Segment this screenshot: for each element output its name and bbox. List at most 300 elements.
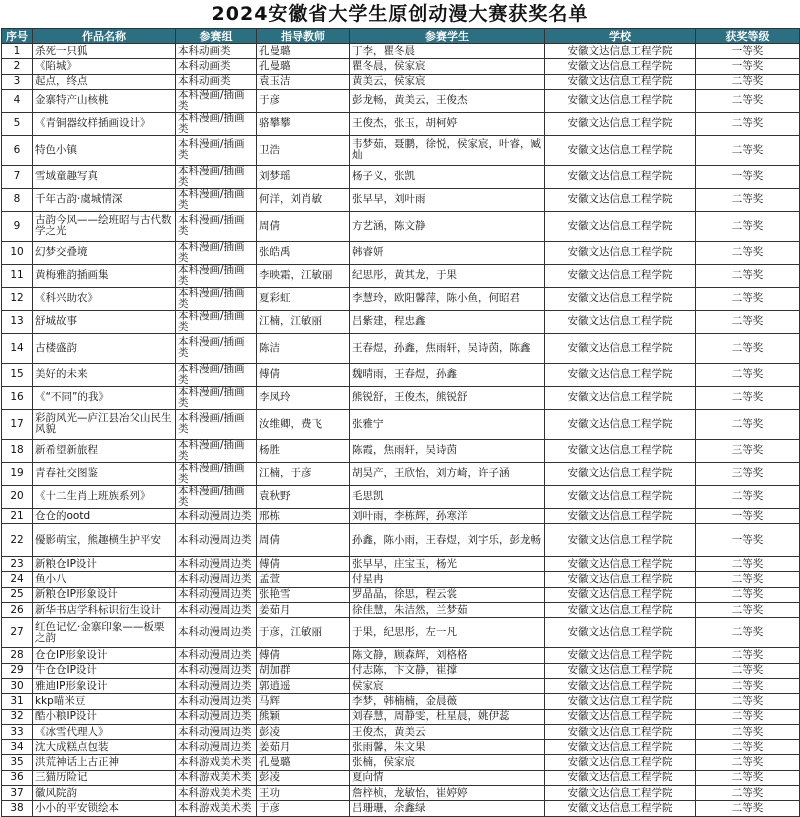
row-number: 21 xyxy=(2,508,33,523)
school-name: 安徽文达信息工程学院 xyxy=(545,648,696,663)
school-name: 安徽文达信息工程学院 xyxy=(545,264,696,287)
table-row xyxy=(2,409,800,439)
advisor-teacher: 于彦 xyxy=(257,89,350,112)
school-name: 安徽文达信息工程学院 xyxy=(545,770,696,785)
work-title: 《陷城》 xyxy=(33,59,176,74)
work-title: 鱼小八 xyxy=(33,572,176,587)
table-row xyxy=(2,462,800,485)
work-title: 仓仓IP形象设计 xyxy=(33,648,176,663)
school-name: 安徽文达信息工程学院 xyxy=(545,112,696,135)
table-row xyxy=(2,572,800,587)
row-number: 16 xyxy=(2,386,33,409)
student-names: 侯家宸 xyxy=(350,678,545,693)
student-names: 张早早，刘叶雨 xyxy=(350,188,545,211)
table-row xyxy=(2,112,800,135)
row-number: 4 xyxy=(2,89,33,112)
school-name: 安徽文达信息工程学院 xyxy=(545,524,696,557)
student-names: 魏晴雨，王春煜，孙鑫 xyxy=(350,363,545,386)
student-names: 王俊杰，张玉，胡柯婷 xyxy=(350,112,545,135)
row-number: 24 xyxy=(2,572,33,587)
table-row xyxy=(2,310,800,333)
table-row xyxy=(2,439,800,462)
school-name: 安徽文达信息工程学院 xyxy=(545,89,696,112)
student-names: 方艺涵，陈文静 xyxy=(350,211,545,241)
work-title: 杀死一只狐 xyxy=(33,44,176,59)
advisor-teacher: 李凤玲 xyxy=(257,386,350,409)
advisor-teacher: 李映霜，江敏丽 xyxy=(257,264,350,287)
table-row xyxy=(2,44,800,59)
advisor-teacher: 傅倩 xyxy=(257,557,350,572)
table-row xyxy=(2,524,800,557)
work-title: 舒城故事 xyxy=(33,310,176,333)
student-names: 丁李，瞿冬晨 xyxy=(350,44,545,59)
row-number: 13 xyxy=(2,310,33,333)
row-number: 37 xyxy=(2,786,33,801)
entry-group: 本科动漫周边类 xyxy=(176,508,257,523)
table-row xyxy=(2,333,800,363)
entry-group: 本科漫画/插画类 xyxy=(176,462,257,485)
award-level: 二等奖 xyxy=(696,363,800,386)
work-title: 新粮仓IP形象设计 xyxy=(33,587,176,602)
school-name: 安徽文达信息工程学院 xyxy=(545,755,696,770)
advisor-teacher: 于彦 xyxy=(257,801,350,816)
entry-group: 本科漫画/插画类 xyxy=(176,241,257,264)
entry-group: 本科漫画/插画类 xyxy=(176,211,257,241)
advisor-teacher: 孔曼璐 xyxy=(257,59,350,74)
school-name: 安徽文达信息工程学院 xyxy=(545,287,696,310)
school-name: 安徽文达信息工程学院 xyxy=(545,572,696,587)
work-title: 《青铜器纹样插画设计》 xyxy=(33,112,176,135)
advisor-teacher: 傅倩 xyxy=(257,648,350,663)
school-name: 安徽文达信息工程学院 xyxy=(545,44,696,59)
row-number: 1 xyxy=(2,44,33,59)
advisor-teacher: 何洋，刘肖敏 xyxy=(257,188,350,211)
school-name: 安徽文达信息工程学院 xyxy=(545,694,696,709)
award-level: 二等奖 xyxy=(696,333,800,363)
work-title: 新华书店学科标识衍生设计 xyxy=(33,603,176,618)
entry-group: 本科动漫周边类 xyxy=(176,663,257,678)
award-table xyxy=(1,28,800,817)
row-number: 22 xyxy=(2,524,33,557)
table-body xyxy=(2,44,800,817)
student-names: 陈霞，焦雨轩，吴诗茵 xyxy=(350,439,545,462)
award-level: 二等奖 xyxy=(696,770,800,785)
student-names: 张雨馨，朱文果 xyxy=(350,740,545,755)
award-level: 一等奖 xyxy=(696,524,800,557)
work-title: 仓仓的ootd xyxy=(33,508,176,523)
work-title: 酷小粮IP设计 xyxy=(33,709,176,724)
award-level: 二等奖 xyxy=(696,709,800,724)
advisor-teacher: 王功 xyxy=(257,786,350,801)
student-names: 韦梦茹，聂鹏，徐悦，侯家宸，叶睿，臧灿 xyxy=(350,135,545,165)
row-number: 3 xyxy=(2,74,33,89)
row-number: 30 xyxy=(2,678,33,693)
table-row xyxy=(2,618,800,648)
work-title: 新粮仓IP设计 xyxy=(33,557,176,572)
student-names: 胡昊产，王欣怡，刘方崎，许子涵 xyxy=(350,462,545,485)
table-row xyxy=(2,211,800,241)
header-no: 序号 xyxy=(2,29,33,44)
student-names: 王俊杰，黄美云 xyxy=(350,724,545,739)
advisor-teacher: 邢栋 xyxy=(257,508,350,523)
school-name: 安徽文达信息工程学院 xyxy=(545,386,696,409)
entry-group: 本科漫画/插画类 xyxy=(176,409,257,439)
entry-group: 本科游戏美术类 xyxy=(176,770,257,785)
student-names: 罗晶晶，徐思，程云裳 xyxy=(350,587,545,602)
advisor-teacher: 卫浩 xyxy=(257,135,350,165)
table-row xyxy=(2,786,800,801)
advisor-teacher: 郭逍遥 xyxy=(257,678,350,693)
work-title: 起点，终点 xyxy=(33,74,176,89)
student-names: 孙鑫，陈小雨，王春煜，刘宇乐，彭龙畅 xyxy=(350,524,545,557)
advisor-teacher: 江楠，江敏丽 xyxy=(257,310,350,333)
work-title: 黄梅雅韵插画集 xyxy=(33,264,176,287)
table-row xyxy=(2,801,800,816)
student-names: 张早早，庄宝玉，杨光 xyxy=(350,557,545,572)
work-title: 洪荒神话上古正神 xyxy=(33,755,176,770)
work-title: 雪域童趣写真 xyxy=(33,165,176,188)
school-name: 安徽文达信息工程学院 xyxy=(545,557,696,572)
school-name: 安徽文达信息工程学院 xyxy=(545,663,696,678)
school-name: 安徽文达信息工程学院 xyxy=(545,603,696,618)
row-number: 28 xyxy=(2,648,33,663)
advisor-teacher: 马辉 xyxy=(257,694,350,709)
award-level: 二等奖 xyxy=(696,409,800,439)
school-name: 安徽文达信息工程学院 xyxy=(545,241,696,264)
school-name: 安徽文达信息工程学院 xyxy=(545,801,696,816)
advisor-teacher: 杨胜 xyxy=(257,439,350,462)
advisor-teacher: 姜茹月 xyxy=(257,603,350,618)
entry-group: 本科动漫周边类 xyxy=(176,557,257,572)
table-row xyxy=(2,188,800,211)
advisor-teacher: 夏彩虹 xyxy=(257,287,350,310)
advisor-teacher: 张皓禹 xyxy=(257,241,350,264)
table-row xyxy=(2,663,800,678)
header-work: 作品名称 xyxy=(33,29,176,44)
award-level: 二等奖 xyxy=(696,485,800,508)
student-names: 付星冉 xyxy=(350,572,545,587)
entry-group: 本科动漫周边类 xyxy=(176,618,257,648)
advisor-teacher: 张艳雪 xyxy=(257,587,350,602)
award-level: 二等奖 xyxy=(696,386,800,409)
student-names: 杨子义，张凯 xyxy=(350,165,545,188)
student-names: 张雅宁 xyxy=(350,409,545,439)
header-students: 参赛学生 xyxy=(350,29,545,44)
table-row xyxy=(2,557,800,572)
work-title: 牛仓仓IP设计 xyxy=(33,663,176,678)
award-level: 三等奖 xyxy=(696,462,800,485)
entry-group: 本科动漫周边类 xyxy=(176,524,257,557)
advisor-teacher: 袁秋野 xyxy=(257,485,350,508)
advisor-teacher: 汝维卿，费飞 xyxy=(257,409,350,439)
award-level: 二等奖 xyxy=(696,287,800,310)
award-level: 二等奖 xyxy=(696,724,800,739)
table-row xyxy=(2,264,800,287)
table-row xyxy=(2,386,800,409)
award-level: 二等奖 xyxy=(696,678,800,693)
work-title: 《冰雪代理人》 xyxy=(33,724,176,739)
school-name: 安徽文达信息工程学院 xyxy=(545,310,696,333)
row-number: 9 xyxy=(2,211,33,241)
table-row xyxy=(2,678,800,693)
row-number: 2 xyxy=(2,59,33,74)
school-name: 安徽文达信息工程学院 xyxy=(545,587,696,602)
work-title: 新希望新旅程 xyxy=(33,439,176,462)
row-number: 12 xyxy=(2,287,33,310)
row-number: 29 xyxy=(2,663,33,678)
work-title: 沈大成糕点包装 xyxy=(33,740,176,755)
school-name: 安徽文达信息工程学院 xyxy=(545,409,696,439)
row-number: 14 xyxy=(2,333,33,363)
entry-group: 本科动画类 xyxy=(176,44,257,59)
table-row xyxy=(2,648,800,663)
row-number: 38 xyxy=(2,801,33,816)
work-title: 古楼盛韵 xyxy=(33,333,176,363)
row-number: 5 xyxy=(2,112,33,135)
table-row xyxy=(2,587,800,602)
row-number: 8 xyxy=(2,188,33,211)
row-number: 18 xyxy=(2,439,33,462)
school-name: 安徽文达信息工程学院 xyxy=(545,363,696,386)
award-level: 二等奖 xyxy=(696,74,800,89)
award-level: 二等奖 xyxy=(696,694,800,709)
advisor-teacher: 骆攀攀 xyxy=(257,112,350,135)
award-level: 二等奖 xyxy=(696,587,800,602)
entry-group: 本科漫画/插画类 xyxy=(176,112,257,135)
work-title: 美好的未来 xyxy=(33,363,176,386)
entry-group: 本科游戏美术类 xyxy=(176,801,257,816)
row-number: 26 xyxy=(2,603,33,618)
student-names: 毛思凯 xyxy=(350,485,545,508)
student-names: 纪思彤，黄其龙，于果 xyxy=(350,264,545,287)
entry-group: 本科动漫周边类 xyxy=(176,740,257,755)
student-names: 黄美云，侯家宸 xyxy=(350,74,545,89)
row-number: 27 xyxy=(2,618,33,648)
school-name: 安徽文达信息工程学院 xyxy=(545,439,696,462)
award-level: 一等奖 xyxy=(696,165,800,188)
work-title: 幻梦交叠境 xyxy=(33,241,176,264)
school-name: 安徽文达信息工程学院 xyxy=(545,508,696,523)
award-level: 二等奖 xyxy=(696,755,800,770)
school-name: 安徽文达信息工程学院 xyxy=(545,485,696,508)
school-name: 安徽文达信息工程学院 xyxy=(545,709,696,724)
student-names: 瞿冬晨，侯家宸 xyxy=(350,59,545,74)
entry-group: 本科游戏美术类 xyxy=(176,786,257,801)
work-title: 《“不同”的我》 xyxy=(33,386,176,409)
student-names: 付志陈，卞文静，崔撑 xyxy=(350,663,545,678)
entry-group: 本科游戏美术类 xyxy=(176,755,257,770)
award-level: 一等奖 xyxy=(696,44,800,59)
school-name: 安徽文达信息工程学院 xyxy=(545,74,696,89)
entry-group: 本科漫画/插画类 xyxy=(176,310,257,333)
work-title: 青春社交图鉴 xyxy=(33,462,176,485)
school-name: 安徽文达信息工程学院 xyxy=(545,165,696,188)
advisor-teacher: 孔曼璐 xyxy=(257,755,350,770)
award-level: 二等奖 xyxy=(696,135,800,165)
row-number: 6 xyxy=(2,135,33,165)
advisor-teacher: 姜茹月 xyxy=(257,740,350,755)
advisor-teacher: 袁玉洁 xyxy=(257,74,350,89)
student-names: 彭龙畅，黄美云，王俊杰 xyxy=(350,89,545,112)
student-names: 于果，纪思彤，左一凡 xyxy=(350,618,545,648)
advisor-teacher: 周倩 xyxy=(257,211,350,241)
entry-group: 本科漫画/插画类 xyxy=(176,89,257,112)
school-name: 安徽文达信息工程学院 xyxy=(545,211,696,241)
row-number: 11 xyxy=(2,264,33,287)
student-names: 熊锐舒，王俊杰，熊锐舒 xyxy=(350,386,545,409)
school-name: 安徽文达信息工程学院 xyxy=(545,462,696,485)
school-name: 安徽文达信息工程学院 xyxy=(545,135,696,165)
row-number: 33 xyxy=(2,724,33,739)
entry-group: 本科漫画/插画类 xyxy=(176,188,257,211)
student-names: 徐佳慧，朱洁然，兰梦茹 xyxy=(350,603,545,618)
award-level: 一等奖 xyxy=(696,508,800,523)
school-name: 安徽文达信息工程学院 xyxy=(545,740,696,755)
award-level: 三等奖 xyxy=(696,439,800,462)
work-title: 红色记忆·金寨印象——板栗之韵 xyxy=(33,618,176,648)
advisor-teacher: 熊颖 xyxy=(257,709,350,724)
row-number: 15 xyxy=(2,363,33,386)
work-title: 三猫历险记 xyxy=(33,770,176,785)
table-row xyxy=(2,74,800,89)
school-name: 安徽文达信息工程学院 xyxy=(545,188,696,211)
entry-group: 本科漫画/插画类 xyxy=(176,363,257,386)
entry-group: 本科动漫周边类 xyxy=(176,709,257,724)
award-level: 二等奖 xyxy=(696,648,800,663)
table-row xyxy=(2,755,800,770)
row-number: 17 xyxy=(2,409,33,439)
row-number: 19 xyxy=(2,462,33,485)
work-title: 古韵今风——绘班昭与古代数学之光 xyxy=(33,211,176,241)
entry-group: 本科动漫周边类 xyxy=(176,694,257,709)
entry-group: 本科动漫周边类 xyxy=(176,648,257,663)
advisor-teacher: 江楠，于彦 xyxy=(257,462,350,485)
table-row xyxy=(2,694,800,709)
row-number: 32 xyxy=(2,709,33,724)
row-number: 34 xyxy=(2,740,33,755)
header-school: 学校 xyxy=(545,29,696,44)
advisor-teacher: 于彦，江敏丽 xyxy=(257,618,350,648)
work-title: 雅迪IP形象设计 xyxy=(33,678,176,693)
row-number: 31 xyxy=(2,694,33,709)
entry-group: 本科漫画/插画类 xyxy=(176,439,257,462)
advisor-teacher: 彭凌 xyxy=(257,770,350,785)
entry-group: 本科漫画/插画类 xyxy=(176,386,257,409)
student-names: 李梦，韩楠楠，金晨薇 xyxy=(350,694,545,709)
award-level: 二等奖 xyxy=(696,663,800,678)
entry-group: 本科动漫周边类 xyxy=(176,724,257,739)
advisor-teacher: 陈洁 xyxy=(257,333,350,363)
work-title: 千年古韵·虞城情深 xyxy=(33,188,176,211)
table-row xyxy=(2,709,800,724)
row-number: 10 xyxy=(2,241,33,264)
award-level: 二等奖 xyxy=(696,801,800,816)
school-name: 安徽文达信息工程学院 xyxy=(545,59,696,74)
advisor-teacher: 胡加群 xyxy=(257,663,350,678)
header-prize: 获奖等级 xyxy=(696,29,800,44)
advisor-teacher: 傅倩 xyxy=(257,363,350,386)
student-names: 吕紫建，程忠鑫 xyxy=(350,310,545,333)
award-level: 二等奖 xyxy=(696,786,800,801)
entry-group: 本科动画类 xyxy=(176,74,257,89)
work-title: 《十二生肖上班族系列》 xyxy=(33,485,176,508)
award-level: 一等奖 xyxy=(696,59,800,74)
work-title: 彩韵风光—庐江县冶父山民生风貌 xyxy=(33,409,176,439)
table-row xyxy=(2,135,800,165)
table-row xyxy=(2,485,800,508)
entry-group: 本科漫画/插画类 xyxy=(176,135,257,165)
award-level: 二等奖 xyxy=(696,310,800,333)
award-level: 二等奖 xyxy=(696,241,800,264)
student-names: 李慧玲，欧阳馨萍，陈小鱼，何昭君 xyxy=(350,287,545,310)
entry-group: 本科动漫周边类 xyxy=(176,603,257,618)
advisor-teacher: 周倩 xyxy=(257,524,350,557)
advisor-teacher: 孟萱 xyxy=(257,572,350,587)
entry-group: 本科动漫周边类 xyxy=(176,572,257,587)
advisor-teacher: 刘梦瑶 xyxy=(257,165,350,188)
award-level: 二等奖 xyxy=(696,188,800,211)
header-group: 参赛组 xyxy=(176,29,257,44)
student-names: 陈文静，顾森辉，刘格格 xyxy=(350,648,545,663)
table-row xyxy=(2,287,800,310)
school-name: 安徽文达信息工程学院 xyxy=(545,678,696,693)
school-name: 安徽文达信息工程学院 xyxy=(545,786,696,801)
table-row xyxy=(2,89,800,112)
entry-group: 本科动漫周边类 xyxy=(176,587,257,602)
entry-group: 本科漫画/插画类 xyxy=(176,333,257,363)
work-title: 優影萌宝，熊趣横生护平安 xyxy=(33,524,176,557)
award-level: 二等奖 xyxy=(696,740,800,755)
student-names: 夏向情 xyxy=(350,770,545,785)
work-title: kkp喵米豆 xyxy=(33,694,176,709)
entry-group: 本科漫画/插画类 xyxy=(176,165,257,188)
award-level: 二等奖 xyxy=(696,572,800,587)
work-title: 小小的平安锁绘本 xyxy=(33,801,176,816)
work-title: 徽风院韵 xyxy=(33,786,176,801)
entry-group: 本科动画类 xyxy=(176,59,257,74)
entry-group: 本科漫画/插画类 xyxy=(176,264,257,287)
award-level: 二等奖 xyxy=(696,557,800,572)
entry-group: 本科漫画/插画类 xyxy=(176,287,257,310)
row-number: 23 xyxy=(2,557,33,572)
work-title: 金寨特产山核桃 xyxy=(33,89,176,112)
entry-group: 本科动漫周边类 xyxy=(176,678,257,693)
table-header-row xyxy=(2,29,800,44)
table-row xyxy=(2,740,800,755)
page-title: 2024安徽省大学生原创动漫大赛获奖名单 xyxy=(211,3,589,25)
row-number: 7 xyxy=(2,165,33,188)
table-row xyxy=(2,165,800,188)
student-names: 王春煜，孙鑫，焦雨轩，吴诗茵，陈鑫 xyxy=(350,333,545,363)
student-names: 张楠，侯家宸 xyxy=(350,755,545,770)
student-names: 吕珊珊，余鑫绿 xyxy=(350,801,545,816)
entry-group: 本科漫画/插画类 xyxy=(176,485,257,508)
award-level: 二等奖 xyxy=(696,603,800,618)
advisor-teacher: 彭凌 xyxy=(257,724,350,739)
school-name: 安徽文达信息工程学院 xyxy=(545,333,696,363)
row-number: 35 xyxy=(2,755,33,770)
table-row xyxy=(2,603,800,618)
award-level: 二等奖 xyxy=(696,264,800,287)
table-row xyxy=(2,363,800,386)
table-row xyxy=(2,724,800,739)
student-names: 刘叶雨，李栋辉，孙寒洋 xyxy=(350,508,545,523)
work-title: 《科兴助农》 xyxy=(33,287,176,310)
award-level: 二等奖 xyxy=(696,211,800,241)
table-row xyxy=(2,770,800,785)
table-row xyxy=(2,241,800,264)
school-name: 安徽文达信息工程学院 xyxy=(545,724,696,739)
